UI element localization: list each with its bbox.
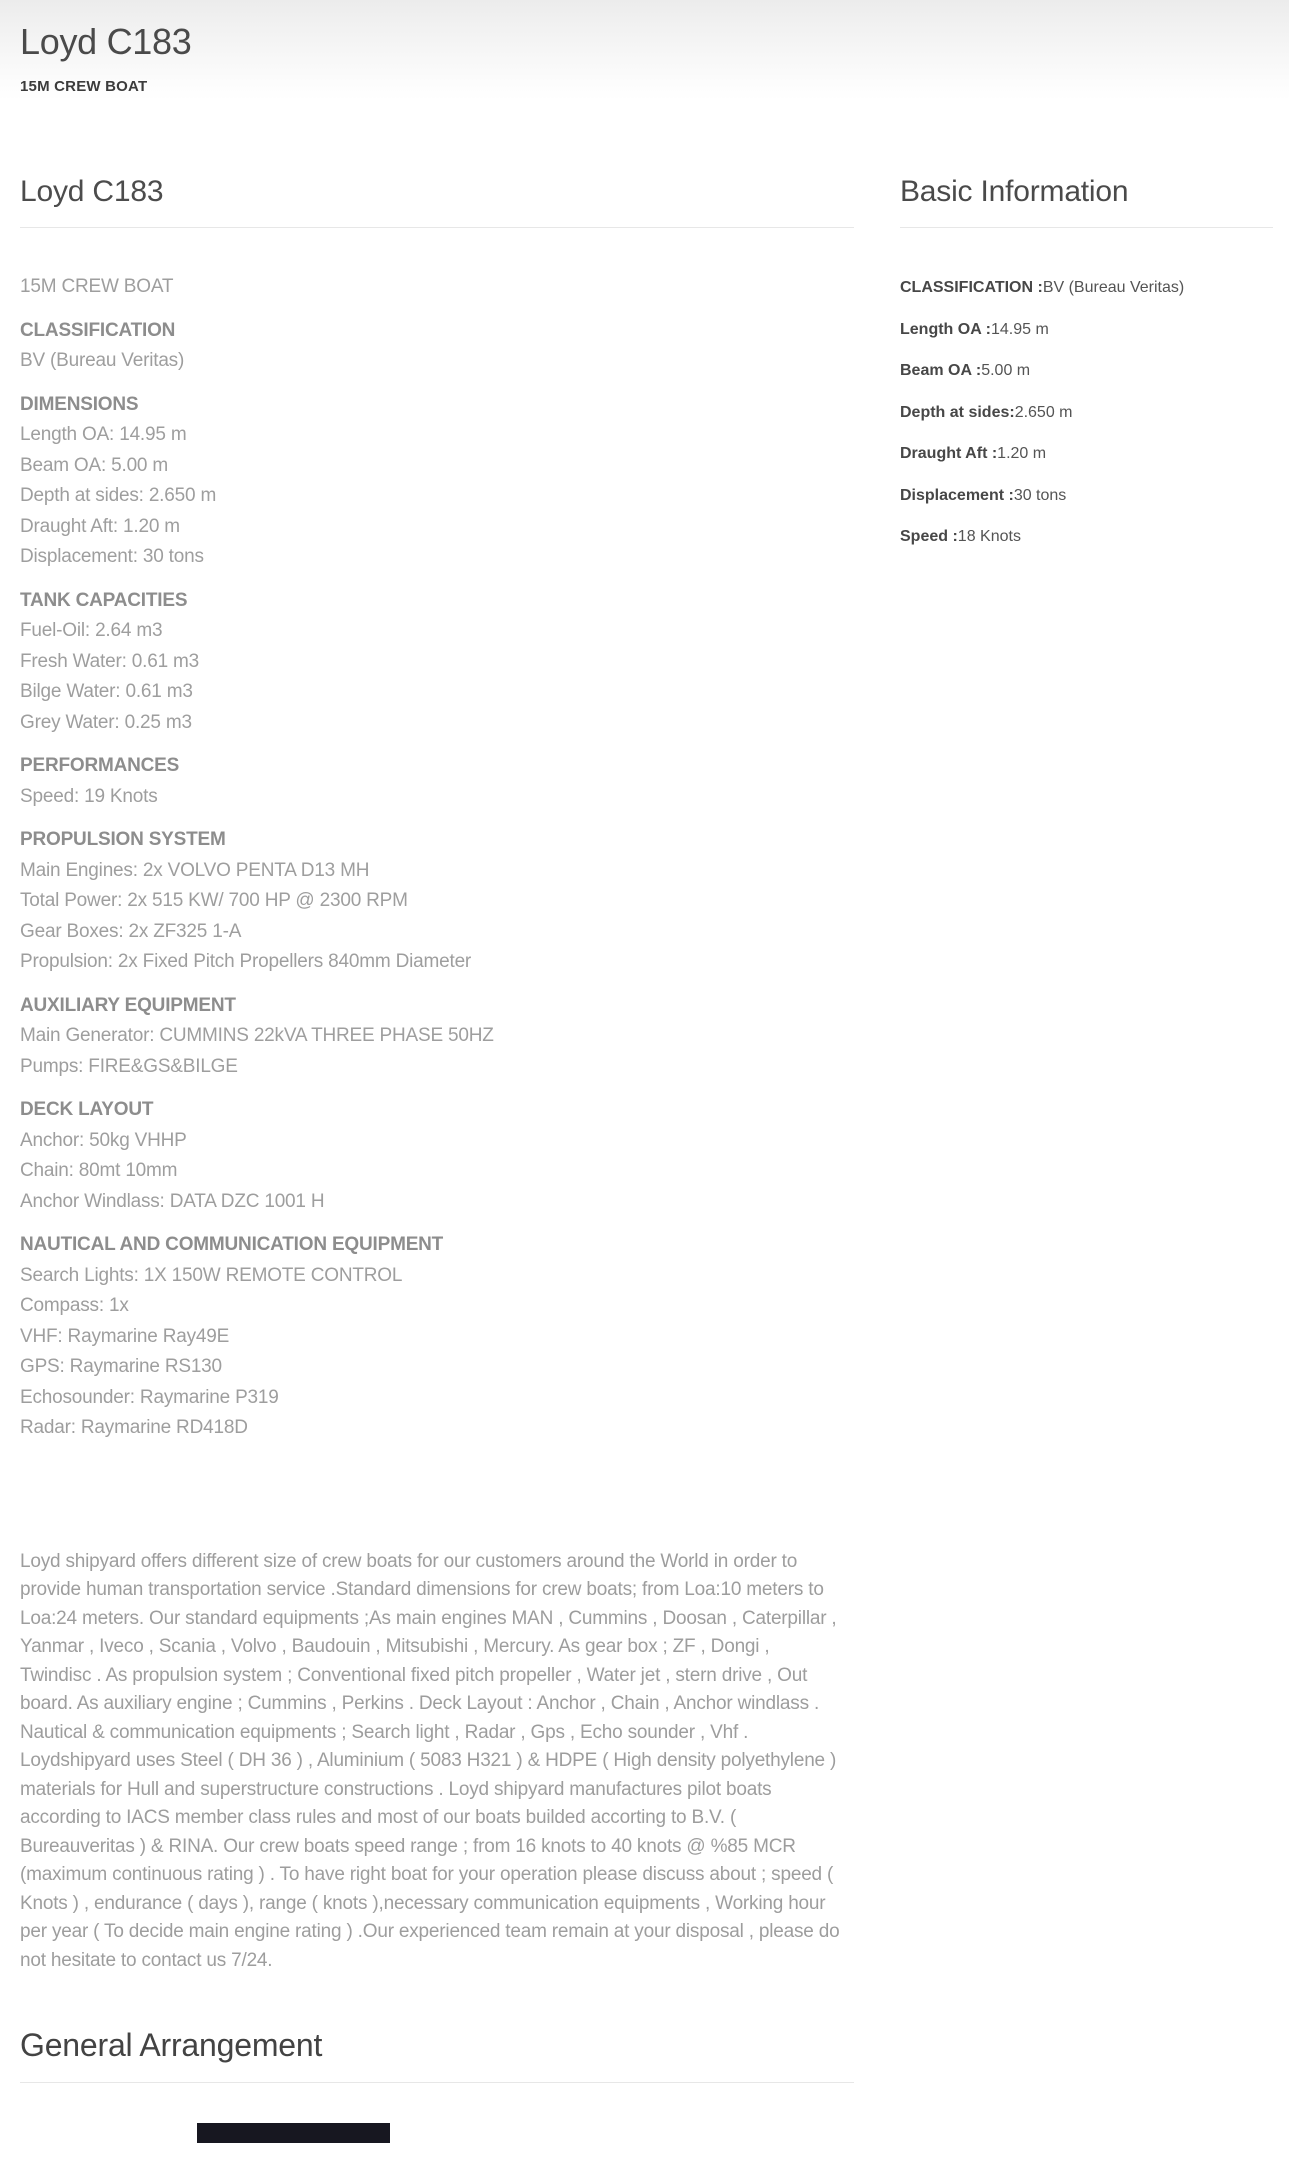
spec-line: VHF: Raymarine Ray49E — [20, 1325, 230, 1347]
basic-info-label: Beam OA : — [900, 362, 982, 379]
page-subtitle: 15M CREW BOAT — [20, 78, 148, 95]
spec-section — [20, 1230, 854, 1444]
spec-sections — [20, 316, 854, 1444]
basic-info-value: 2.650 m — [1014, 403, 1073, 421]
spec-section-lines — [20, 420, 854, 573]
spec-section-heading: NAUTICAL AND COMMUNICATION EQUIPMENT — [20, 1234, 444, 1255]
spec-line: Beam OA: 5.00 m — [20, 454, 169, 476]
spec-line: BV (Bureau Veritas) — [20, 350, 185, 371]
spec-line: Depth at sides: 2.650 m — [20, 485, 217, 506]
spec-line: Length OA: 14.95 m — [20, 424, 187, 445]
basic-info-label: CLASSIFICATION : — [900, 279, 1043, 296]
spec-section-lines — [20, 1126, 854, 1218]
spec-line: Bilge Water: 0.61 m3 — [20, 681, 193, 702]
spec-line: Main Engines: 2x VOLVO PENTA D13 MH — [20, 859, 370, 881]
spec-section-heading: TANK CAPACITIES — [20, 589, 188, 611]
description-paragraph: Loyd shipyard offers different size of crew boats for our customers around the World in order to provide human transportation service .Standard dimensions for crew boats; from Loa:10 meters to Loa:24 meters. Our standard equipments ;As main engines MAN , Cummins , Doosan , Caterpillar , Yanmar , Iveco , Scania , Volvo , Baudouin , Mitsubishi , Mercury. As gear box ; ZF , Dongi , Twindisc . As propulsion system ; Conventional fixed pitch propeller , Water jet , stern drive , Out board. As auxiliary engine ; Cummins , Perkins . Deck Layout : Anchor , Chain , Anchor windlass . Nautical & communication equipments ; Search light , Radar , Gps , Echo sounder , Vhf . Loydshipyard uses Steel ( DH 36 ) , Aluminium ( 5083 H321 ) & HDPE ( High density polyethylene ) materials for Hull and superstructure constructions . Loyd shipyard manufactures pilot boats according to IACS member class rules and most of our boats builded accorting to B.V. ( Bureauveritas ) & RINA. Our crew boats speed range ; from 16 knots to 40 knots @ %85 MCR (maximum continuous rating ) . To have right boat for your operation please discuss about ; speed ( Knots ) , endurance ( days ), range ( knots ),necessary communication equipments , Working hour per year ( To decide main engine rating ) .Our experienced team remain at your disposal , please do not hesitate to contact us 7/24. — [20, 1550, 840, 1971]
basic-info-label: Draught Aft : — [900, 445, 998, 462]
spec-section-heading: CLASSIFICATION — [20, 319, 176, 341]
spec-line: Total Power: 2x 515 KW/ 700 HP @ 2300 RPM — [20, 890, 408, 911]
spec-section — [20, 751, 854, 812]
spec-line: Radar: Raymarine RD418D — [20, 1417, 248, 1438]
general-arrangement-title: General Arrangement — [20, 2027, 323, 2063]
spec-line: Echosounder: Raymarine P319 — [20, 1386, 279, 1408]
content-columns — [0, 100, 1289, 2143]
spec-line: Compass: 1x — [20, 1295, 129, 1316]
basic-info-value: BV (Bureau Veritas) — [1042, 279, 1185, 296]
basic-info-item — [900, 318, 1273, 341]
basic-info-value: 14.95 m — [990, 320, 1049, 338]
spec-line: Gear Boxes: 2x ZF325 1-A — [20, 920, 242, 942]
basic-info-value: 1.20 m — [997, 445, 1047, 462]
spec-section-heading: DIMENSIONS — [20, 393, 139, 415]
spec-line: Anchor Windlass: DATA DZC 1001 H — [20, 1190, 325, 1212]
spec-section — [20, 316, 854, 377]
spec-line: Speed: 19 Knots — [20, 785, 158, 807]
boat-title: Loyd C183 — [20, 175, 164, 208]
spec-line: Search Lights: 1X 150W REMOTE CONTROL — [20, 1264, 403, 1286]
basic-info-value: 18 Knots — [957, 528, 1021, 545]
spec-line: Propulsion: 2x Fixed Pitch Propellers 840mm Diameter — [20, 951, 472, 972]
spec-section-heading: PROPULSION SYSTEM — [20, 829, 226, 850]
basic-info-item — [900, 401, 1273, 424]
basic-info-item — [900, 442, 1273, 465]
basic-info-label: Displacement : — [900, 486, 1014, 504]
general-arrangement-image-fragment — [197, 2123, 390, 2143]
basic-info-label: Depth at sides: — [900, 403, 1015, 421]
spec-section — [20, 390, 854, 573]
spec-line: GPS: Raymarine RS130 — [20, 1356, 222, 1377]
spec-line: Draught Aft: 1.20 m — [20, 515, 180, 537]
basic-info-item — [900, 525, 1273, 548]
spec-section-lines — [20, 346, 854, 377]
basic-info-item — [900, 484, 1273, 507]
basic-info-item — [900, 276, 1273, 299]
spec-section-heading: AUXILIARY EQUIPMENT — [20, 994, 236, 1016]
spec-line: Chain: 80mt 10mm — [20, 1160, 178, 1181]
basic-info-value: 5.00 m — [981, 362, 1031, 379]
spec-line: Fuel-Oil: 2.64 m3 — [20, 620, 163, 641]
spec-line: Displacement: 30 tons — [20, 546, 204, 567]
spec-section-heading: PERFORMANCES — [20, 755, 180, 776]
spec-section — [20, 1095, 854, 1217]
boat-subtitle: 15M CREW BOAT — [20, 276, 174, 297]
main-divider — [20, 227, 854, 228]
main-column — [20, 100, 854, 2143]
basic-info-sidebar — [900, 100, 1273, 2143]
basic-info-title: Basic Information — [900, 175, 1129, 208]
spec-section-lines — [20, 1261, 854, 1444]
basic-info-label: Speed : — [900, 528, 958, 545]
spec-section-lines — [20, 856, 854, 978]
basic-info-label: Length OA : — [900, 320, 991, 338]
spec-line: Pumps: FIRE&GS&BILGE — [20, 1055, 238, 1077]
spec-section-lines — [20, 1021, 854, 1082]
spec-section — [20, 586, 854, 739]
basic-info-value: 30 tons — [1013, 486, 1067, 504]
spec-line: Anchor: 50kg VHHP — [20, 1129, 187, 1151]
page-header — [0, 0, 1289, 100]
spec-section — [20, 825, 854, 978]
spec-section — [20, 991, 854, 1083]
sidebar-divider — [900, 227, 1273, 228]
page-title: Loyd C183 — [20, 21, 192, 62]
spec-line: Main Generator: CUMMINS 22kVA THREE PHASE 50HZ — [20, 1025, 494, 1046]
spec-section-lines — [20, 616, 854, 738]
general-arrangement-divider — [20, 2082, 854, 2083]
spec-line: Grey Water: 0.25 m3 — [20, 711, 192, 733]
basic-info-item — [900, 359, 1273, 382]
spec-section-heading: DECK LAYOUT — [20, 1099, 154, 1120]
spec-section-lines — [20, 782, 854, 813]
basic-info-list — [900, 276, 1273, 548]
spec-line: Fresh Water: 0.61 m3 — [20, 650, 200, 672]
